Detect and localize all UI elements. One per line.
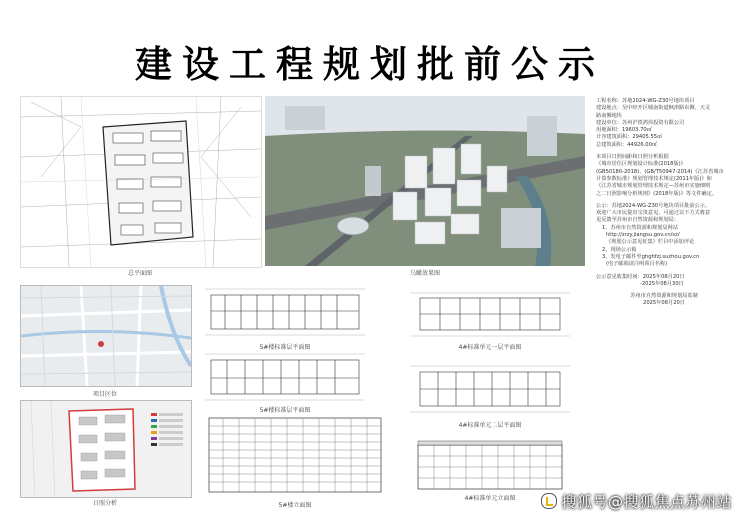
period-line-2: -2025年08月30日	[640, 280, 684, 287]
floor-plan-a1-drawing	[205, 285, 365, 340]
sohu-logo-icon	[541, 493, 557, 509]
basis-line-4: 计算参数标准》规划管理技术规定(2011年版)》和	[596, 175, 712, 182]
elevation-right	[400, 435, 580, 493]
floor-plan-b1	[400, 290, 580, 340]
basis-line-5: 《江苏省城市规划管理技术规定—苏州市实施细则	[596, 183, 711, 190]
basis-line-6: 之二日照影响分析规则》(2018年版)》等文件确定。	[596, 190, 717, 197]
site-plan-panel	[20, 96, 262, 268]
floor-a1-caption: 5#楼标准层平面图	[259, 344, 311, 351]
sunlight-analysis	[20, 400, 192, 498]
notice-line-1: 公示：苏地2024-WG-Z30号地块项目批前公示。	[596, 202, 711, 209]
channel-2: 2、现场公示箱	[602, 246, 637, 253]
elev-left-caption: 5#楼立面图	[278, 502, 312, 509]
project-name: 工程名称：苏地2024-WG-Z30号地块项目	[596, 98, 695, 104]
site-plan-drawing	[21, 97, 261, 267]
period-line-1: 公示意见收集时间：2025年08月20日	[596, 273, 685, 280]
total-area: 总建筑面积：44926.00㎡	[596, 141, 658, 148]
aerial-image	[265, 96, 585, 266]
issuer: 苏州市自然资源和规划局监制	[630, 293, 698, 300]
floor-plan-b2	[400, 362, 580, 418]
page-title: 建设工程规划批前公示	[135, 42, 605, 86]
elevation-right-drawing	[400, 435, 580, 493]
channel-3[interactable]: 3、发电子邮件至ghghfzj.suzhou.gov.cn	[602, 253, 700, 260]
channel-1: 1、苏州市自然资源和规划局网站	[602, 224, 678, 231]
floor-plan-a2	[205, 350, 365, 405]
floor-plan-a2-drawing	[205, 350, 365, 405]
notice-line-3: 见反馈至苏州市自然资源和规划局：	[596, 217, 680, 224]
notice-line-2: 欢迎广大市民提出宝贵意见，可通过以下方式将意	[596, 210, 711, 217]
project-marker	[98, 341, 104, 347]
floor-b1-caption: 4#标准单元一层平面图	[458, 344, 522, 351]
location-map	[20, 285, 192, 387]
construction-unit: 建设单位：苏州沪铁鸿伟投资有限公司	[596, 119, 685, 126]
watermark-text: 搜狐号@搜狐焦点苏州站	[561, 493, 732, 511]
elevation-left-drawing	[205, 412, 385, 500]
location-line-2: 路南侧地块	[596, 112, 622, 119]
floor-area: 计容建筑面积：29405.55㎡	[596, 134, 663, 141]
basis-line-3: (GB50180-2018)、(GB/T50947-2014)《江苏省城市	[596, 168, 724, 175]
basis-line-1: 本项目日照间距和日照分析根据	[596, 154, 669, 161]
channel-3-detail: (电子邮箱请注明项目名称)	[606, 261, 668, 268]
floor-b2-caption: 4#标准单元二层平面图	[458, 422, 522, 429]
watermark	[541, 491, 732, 512]
land-area: 用地面积：19603.70㎡	[596, 127, 652, 134]
channel-1-detail: 《规划公示意见征集》栏目中添加评论	[606, 239, 695, 246]
basis-line-2: 《城市居住区规划设计标准(2018版)》	[596, 161, 686, 168]
floor-plan-b2-drawing	[400, 362, 580, 418]
location-caption: 项目区位	[92, 391, 117, 398]
floor-plan-a1	[205, 285, 365, 340]
channel-1-url[interactable]: http://zrzy.jiangsu.gov.cn/sz/	[606, 232, 680, 239]
sunlight-caption: 日照分析	[92, 500, 117, 507]
floor-plan-b1-drawing	[400, 290, 580, 340]
project-info	[596, 98, 732, 308]
aerial-caption: 乌瞰效果图	[409, 270, 440, 277]
issue-date: 2025年08月20日	[643, 300, 685, 307]
elevation-left	[205, 412, 385, 500]
aerial-rendering	[265, 96, 585, 266]
sunlight-drawing	[21, 401, 191, 497]
location-line-1: 建设地点：吴中经开区城南街道枫津路东侧、天灵	[596, 105, 711, 112]
floor-a2-caption: 5#楼标准层平面图	[259, 407, 311, 414]
location-map-drawing	[21, 286, 191, 386]
site-plan-caption: 总平面图	[127, 270, 152, 277]
elev-right-caption: 4#标准单元立面图	[464, 495, 516, 502]
